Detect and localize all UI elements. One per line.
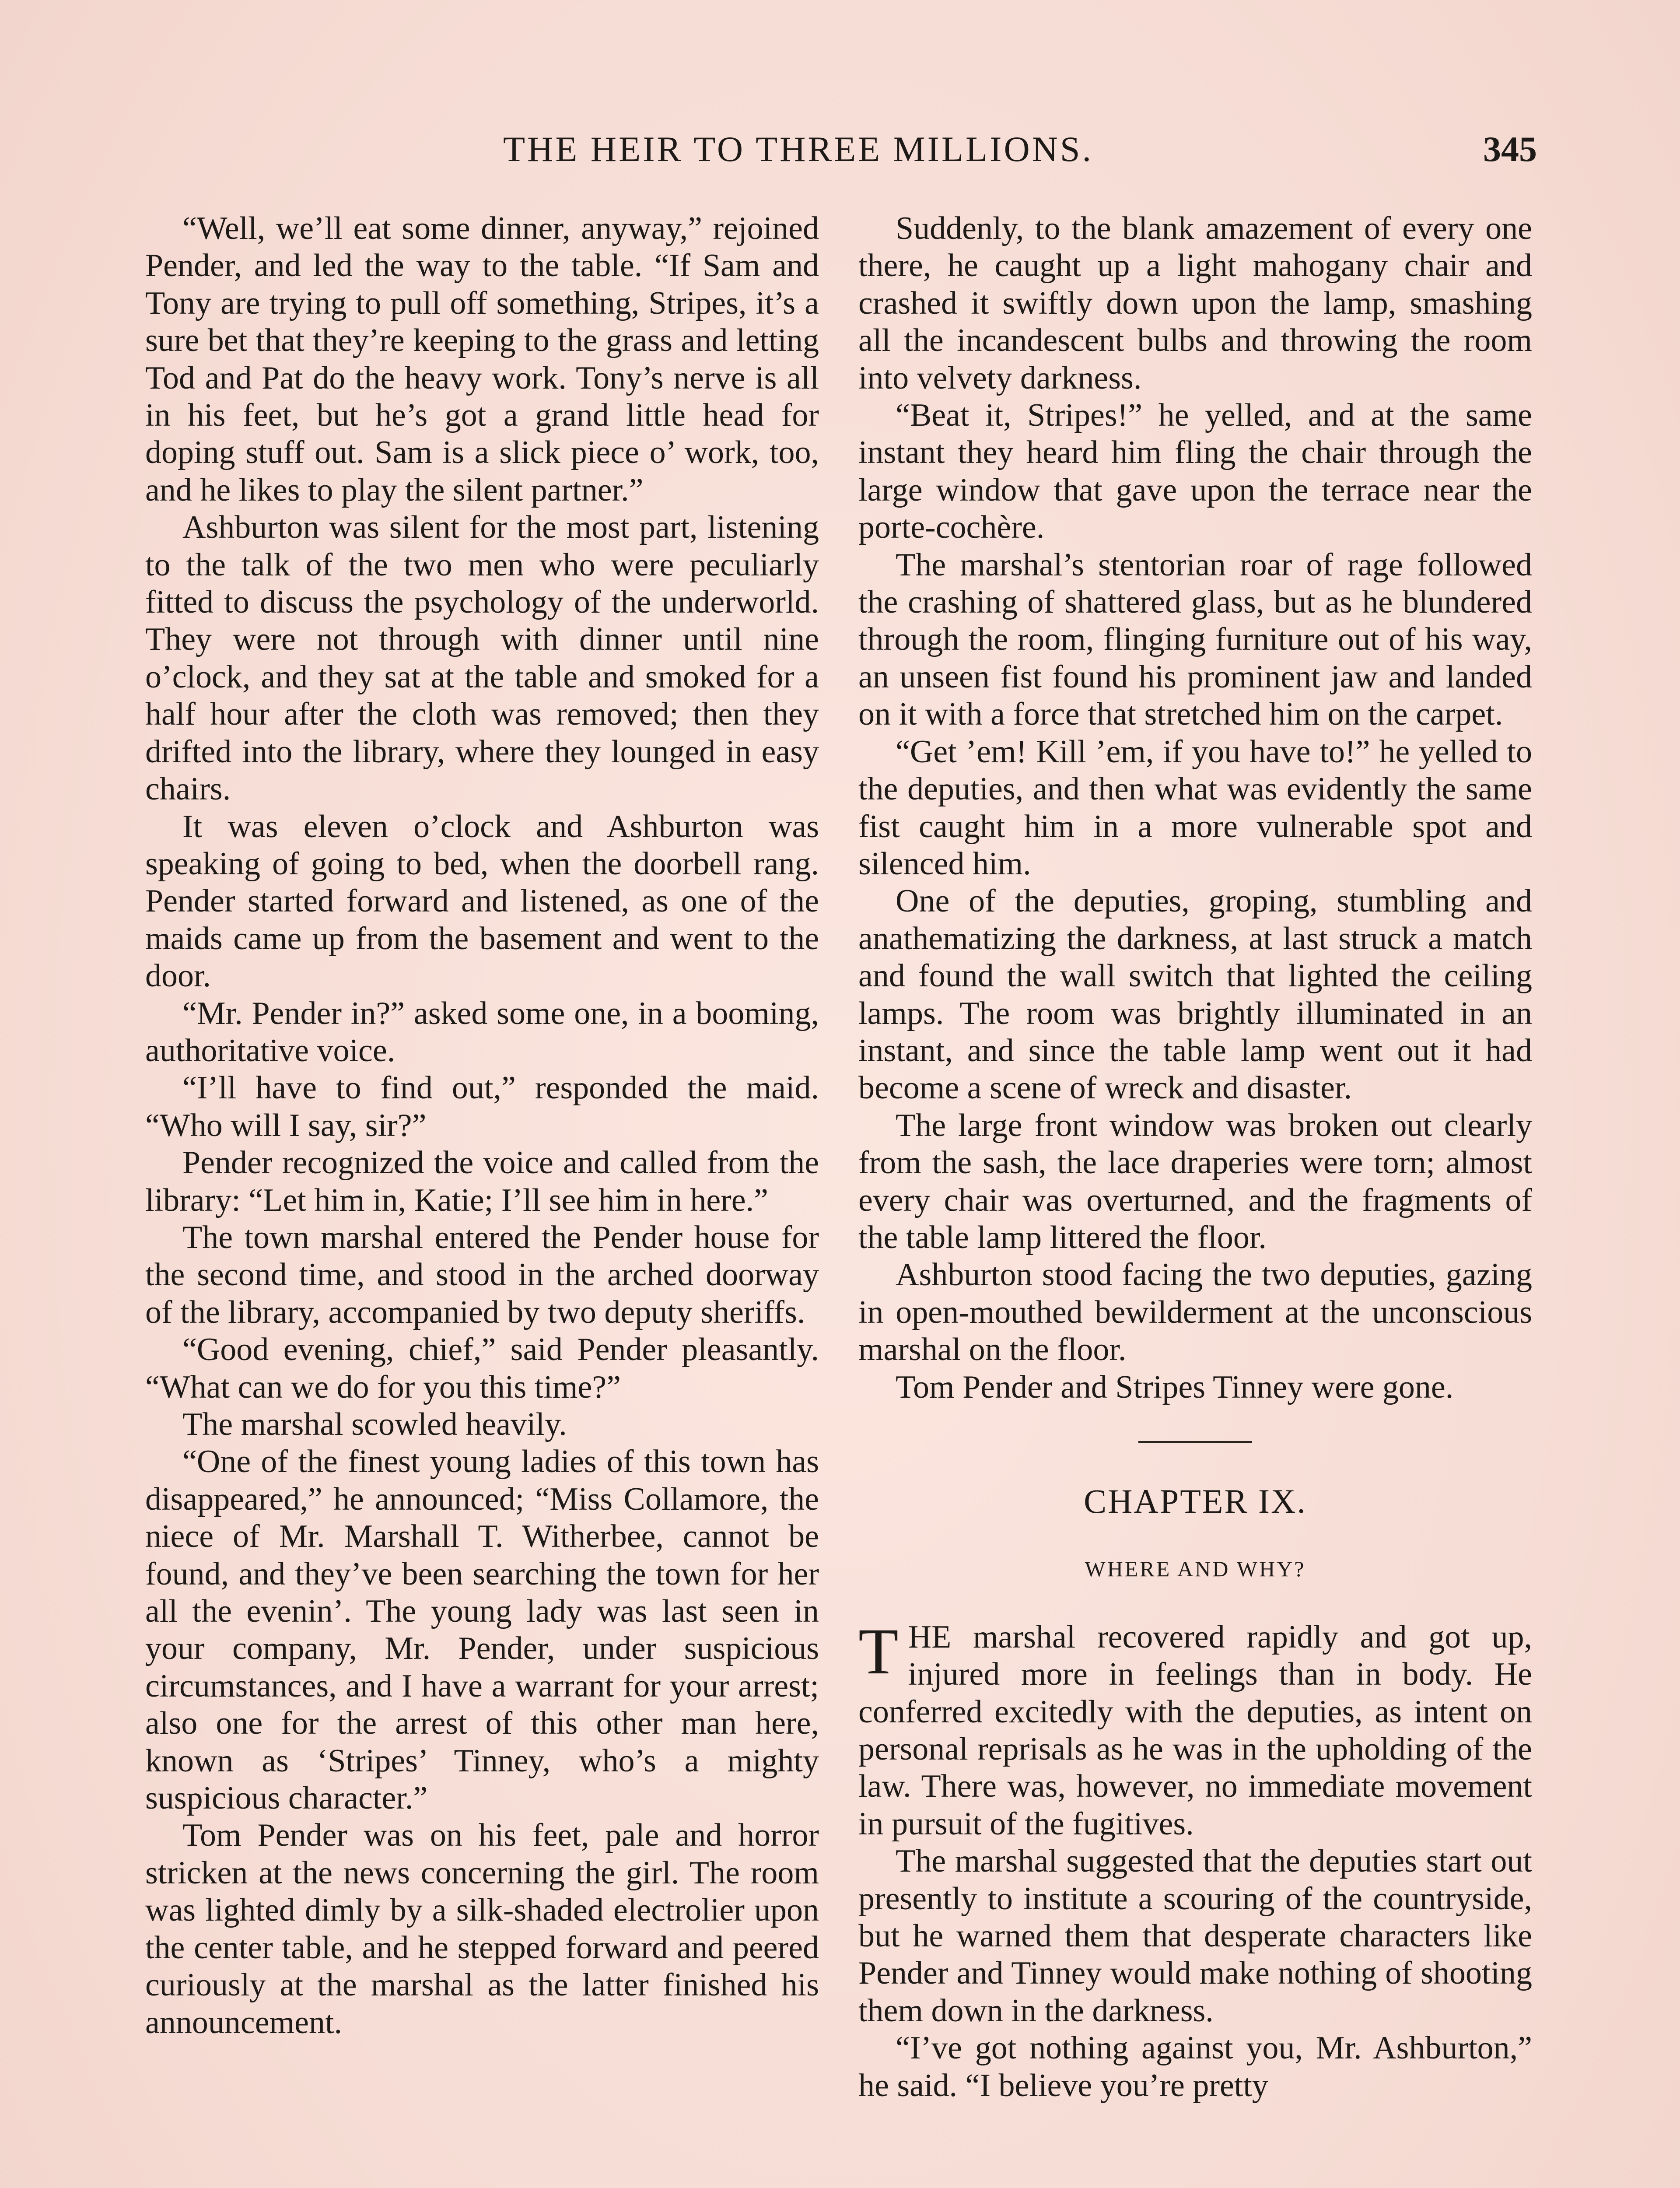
paragraph: Tom Pender and Stripes Tinney were gone.: [896, 1369, 1454, 1405]
paragraph: “Get ’em! Kill ’em, if you have to!” he yelled to the deputies, and then what was evidently the same fist caught him in a more vulnerable spot and silenced him.: [858, 733, 1532, 882]
chapter-title: CHAPTER IX.: [1084, 1482, 1307, 1520]
paragraph: The large front window was broken out clearly from the sash, the lace draperies were torn; almost every chair was overturned, and the fragments of the table lamp littered the floor.: [858, 1107, 1532, 1255]
page-number: 345: [1483, 129, 1537, 169]
left-column: [145, 210, 819, 2041]
paragraph: “Well, we’ll eat some dinner, anyway,” rejoined Pender, and led the way to the table. “If Sam and Tony are trying to pull off something, Stripes, it’s a sure bet that they’re keeping to the grass and letting Tod and Pat do the heavy work. Tony’s nerve is all in his feet, but he’s got a grand little head for doping stuff out. Sam is a slick piece o’ work, too, and he likes to play the silent partner.”: [145, 210, 819, 508]
paragraph: “I’ve got nothing against you, Mr. Ashburton,” he said. “I believe you’re pretty: [858, 2030, 1532, 2104]
paragraph: Suddenly, to the blank amazement of every one there, he caught up a light mahogany chair and crashed it swiftly down upon the lamp, smashing all the incandescent bulbs and throwing the room into velvety darkness.: [858, 210, 1532, 396]
paragraph: Ashburton stood facing the two deputies, gazing in open-mouthed bewilderment at the unconscious marshal on the floor.: [858, 1257, 1532, 1368]
paragraph: The town marshal entered the Pender house for the second time, and stood in the arched doorway of the library, accompanied by two deputy sheriffs.: [145, 1219, 819, 1330]
paragraph: Ashburton was silent for the most part, listening to the talk of the two men who were peculiarly fitted to discuss the psychology of the underworld. They were not through with dinner until nine o’clock, and they sat at the table and smoked for a half hour after the cloth was removed; then they drifted into the library, where they lounged in easy chairs.: [145, 509, 819, 807]
paragraph: It was eleven o’clock and Ashburton was speaking of going to bed, when the doorbell rang. Pender started forward and listened, as one of the maids came up from the basement and went to the door.: [145, 808, 819, 994]
paragraph: One of the deputies, groping, stumbling and anathematizing the darkness, at last struck a match and found the wall switch that lighted the ceiling lamps. The room was brightly illuminated in an instant, and since the table lamp went out it had become a scene of wreck and disaster.: [858, 883, 1532, 1106]
right-column: [858, 210, 1532, 2104]
paragraph: Pender recognized the voice and called from the library: “Let him in, Katie; I’ll see him in here.”: [145, 1145, 819, 1218]
paragraph: “Beat it, Stripes!” he yelled, and at the same instant they heard him fling the chair through the large window that gave upon the terrace near the porte-cochère.: [858, 397, 1532, 546]
paragraph: “I’ll have to find out,” responded the maid. “Who will I say, sir?”: [145, 1070, 819, 1143]
paragraph: The marshal’s stentorian roar of rage followed the crashing of shattered glass, but as he blundered through the room, flinging furniture out of his way, an unseen fist found his prominent jaw and landed on it with a force that stretched him on the carpet.: [858, 547, 1532, 733]
paragraph: “Good evening, chief,” said Pender pleasantly. “What can we do for you this time?”: [145, 1332, 819, 1405]
drop-cap: T: [858, 1615, 899, 1688]
paragraph: The marshal suggested that the deputies start out presently to institute a scouring of the countryside, but he warned them that desperate characters like Pender and Tinney would make nothing of shooting them down in the darkness.: [858, 1843, 1532, 2029]
paragraph: “Mr. Pender in?” asked some one, in a booming, authoritative voice.: [145, 995, 819, 1069]
paragraph: “One of the finest young ladies of this town has disappeared,” he announced; “Miss Collamore, the niece of Mr. Marshall T. Witherbee, cannot be found, and they’ve been searching the town for her all the evenin’. The young lady was last seen in your company, Mr. Pender, under suspicious circumstances, and I have a warrant for your arrest; also one for the arrest of this other man here, known as ‘Stripes’ Tinney, who’s a mighty suspicious character.”: [145, 1444, 819, 1816]
section-divider: [1138, 1441, 1252, 1443]
chapter-subtitle: WHERE AND WHY?: [1085, 1557, 1306, 1581]
paragraph: Tom Pender was on his feet, pale and horror stricken at the news concerning the girl. The room was lighted dimly by a silk-shaded electrolier upon the center table, and he stepped forward and peered curiously at the marshal as the latter finished his announcement.: [145, 1817, 819, 2041]
chapter-first-paragraph: [858, 1615, 1532, 1843]
paragraph: The marshal scowled heavily.: [182, 1406, 567, 1442]
running-head: THE HEIR TO THREE MILLIONS.: [503, 129, 1093, 169]
first-paragraph-text: HE marshal recovered rapidly and got up, injured more in feelings than in body. He conferred excitedly with the deputies, as intent on personal reprisals as he was in the upholding of the law. There was, however, no immediate movement in pursuit of the fugitives.: [858, 1619, 1532, 1842]
